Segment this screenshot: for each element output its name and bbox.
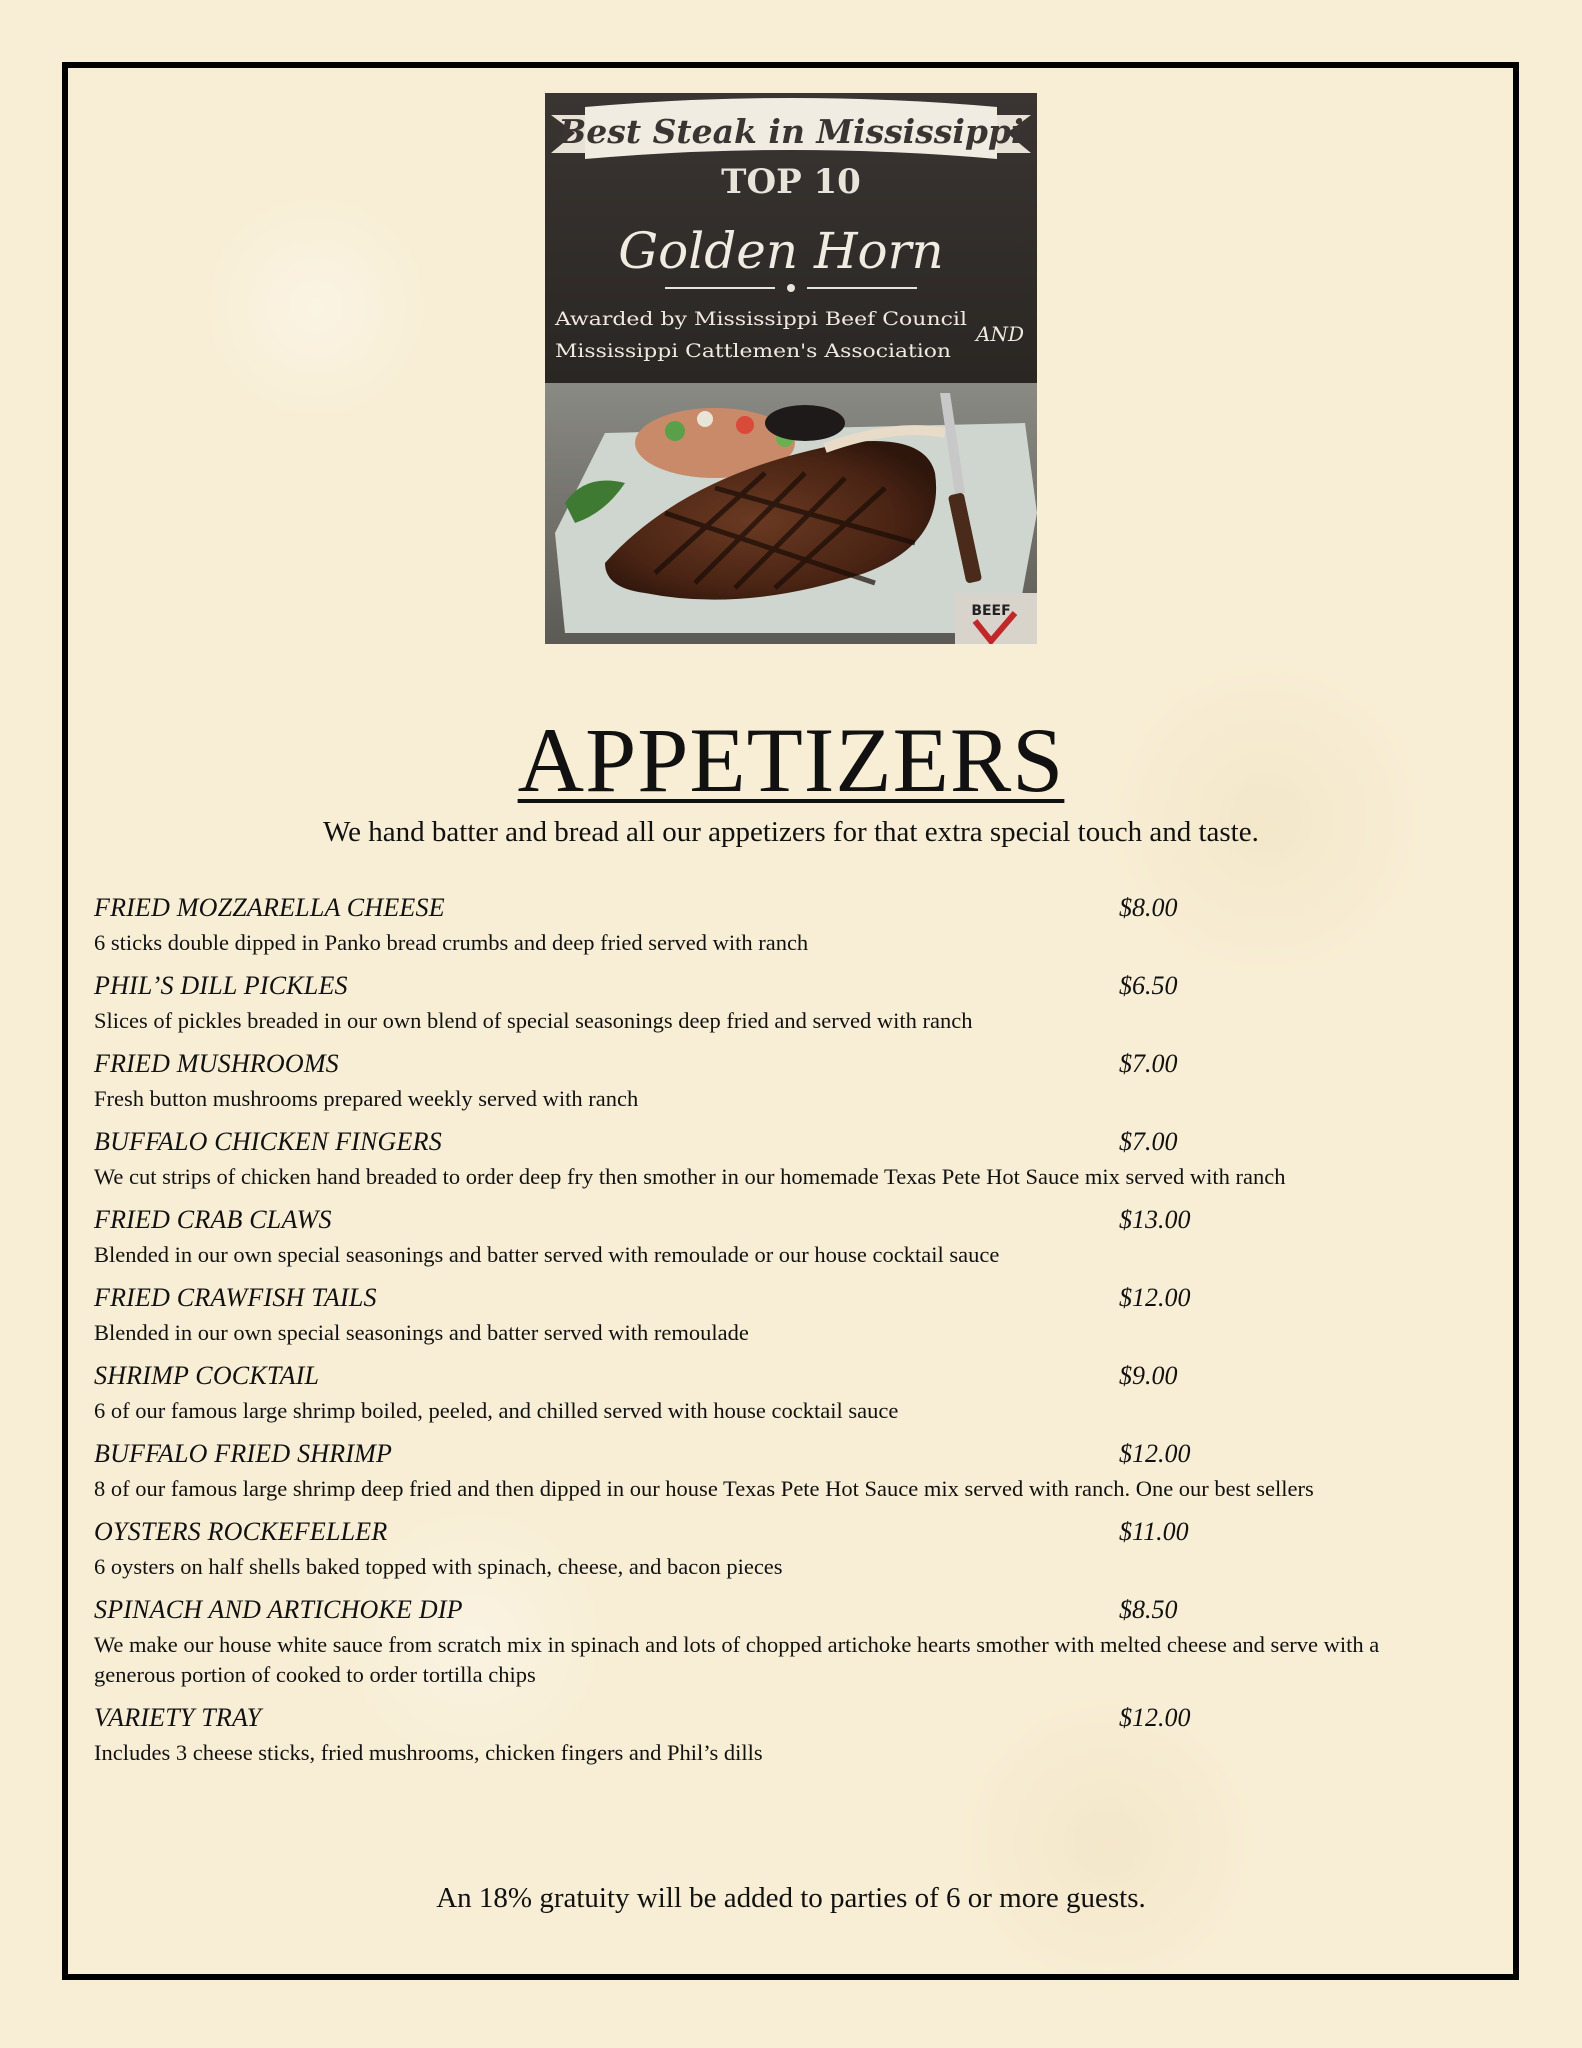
section-heading-container (0, 708, 1582, 812)
menu-item (94, 1122, 1474, 1200)
gratuity-note: An 18% gratuity will be added to parties of 6 or more guests. (436, 1882, 1146, 1914)
menu-item-header (94, 1356, 1474, 1396)
menu-item-header (94, 888, 1474, 928)
menu-item-name: BUFFALO FRIED SHRIMP (94, 1439, 393, 1468)
menu-item-description: Blended in our own special seasonings and batter served with remoulade (94, 1320, 749, 1345)
menu-item-description: 6 of our famous large shrimp boiled, peeled, and chilled served with house cocktail sauce (94, 1398, 899, 1423)
menu-item-description: 6 sticks double dipped in Panko bread crumbs and deep fried served with ranch (94, 930, 809, 955)
poster-logo-text: BEEF (971, 603, 1011, 619)
menu-item-price: $12.00 (1119, 1703, 1191, 1732)
menu-item-header (94, 966, 1474, 1006)
menu-item-price: $7.00 (1119, 1049, 1178, 1078)
menu-item (94, 1200, 1474, 1278)
menu-item-description: We make our house white sauce from scratch mix in spinach and lots of chopped artichoke hearts smother with melted cheese and serve with a generous portion of cooked to order tortilla chips (94, 1632, 1380, 1687)
award-poster-image (545, 93, 1037, 644)
menu-item-name: OYSTERS ROCKEFELLER (94, 1517, 388, 1546)
menu-item-price: $12.00 (1119, 1439, 1191, 1468)
menu-item-name: FRIED MOZZARELLA CHEESE (94, 893, 445, 922)
menu-item-price: $8.00 (1119, 893, 1178, 922)
menu-item-name: FRIED CRAWFISH TAILS (94, 1283, 377, 1312)
menu-item (94, 1434, 1474, 1512)
menu-item-description: Fresh button mushrooms prepared weekly served with ranch (94, 1086, 639, 1111)
menu-item-price: $11.00 (1119, 1517, 1189, 1546)
menu-item-header (94, 1512, 1474, 1552)
menu-item (94, 1356, 1474, 1434)
menu-item-price: $8.50 (1119, 1595, 1178, 1624)
menu-item-header (94, 1278, 1474, 1318)
menu-item-header (94, 1044, 1474, 1084)
menu-item-description: Includes 3 cheese sticks, fried mushrooms, chicken fingers and Phil’s dills (94, 1740, 763, 1765)
menu-item (94, 1278, 1474, 1356)
poster-award-name: Golden Horn (618, 222, 944, 280)
menu-item-price: $9.00 (1119, 1361, 1178, 1390)
intro-text: We hand batter and bread all our appetizers for that extra special touch and taste. (323, 816, 1259, 848)
menu-item-name: PHIL’S DILL PICKLES (94, 971, 348, 1000)
menu-item-name: BUFFALO CHICKEN FINGERS (94, 1127, 442, 1156)
poster-awarded-and: AND (976, 322, 1024, 346)
menu-item-name: FRIED CRAB CLAWS (94, 1205, 332, 1234)
menu-item-header (94, 1200, 1474, 1240)
menu-item-price: $6.50 (1119, 971, 1178, 1000)
menu-item (94, 1044, 1474, 1122)
menu-item (94, 966, 1474, 1044)
menu-item-name: VARIETY TRAY (94, 1703, 262, 1732)
menu-item-header (94, 1434, 1474, 1474)
menu-item-name: SPINACH AND ARTICHOKE DIP (94, 1595, 463, 1624)
poster-banner-text: Best Steak in Mississippi (558, 112, 1024, 151)
menu-items-list (94, 888, 1474, 1776)
menu-item (94, 1698, 1474, 1776)
menu-item (94, 1590, 1474, 1698)
menu-item (94, 1512, 1474, 1590)
menu-item-description: We cut strips of chicken hand breaded to order deep fry then smother in our homemade Texas Pete Hot Sauce mix served with ranch (94, 1164, 1286, 1189)
menu-item-description: 6 oysters on half shells baked topped with spinach, cheese, and bacon pieces (94, 1554, 783, 1579)
menu-item-price: $13.00 (1119, 1205, 1191, 1234)
section-heading: APPETIZERS (517, 709, 1065, 811)
menu-item-header (94, 1590, 1474, 1630)
menu-item-description: 8 of our famous large shrimp deep fried and then dipped in our house Texas Pete Hot Sauce mix served with ranch. One our best sellers (94, 1476, 1314, 1501)
menu-item-price: $12.00 (1119, 1283, 1191, 1312)
menu-item-name: SHRIMP COCKTAIL (94, 1361, 320, 1390)
menu-item-price: $7.00 (1119, 1127, 1178, 1156)
menu-item-header (94, 1698, 1474, 1738)
menu-item-description: Slices of pickles breaded in our own blend of special seasonings deep fried and served with ranch (94, 1008, 973, 1033)
menu-item (94, 888, 1474, 966)
menu-item-header (94, 1122, 1474, 1162)
poster-awarded-line2: Mississippi Cattlemen's Association (555, 340, 951, 362)
poster-top-text: TOP 10 (721, 162, 861, 202)
menu-item-description: Blended in our own special seasonings and batter served with remoulade or our house cocktail sauce (94, 1242, 1000, 1267)
poster-awarded-line1: Awarded by Mississippi Beef Council (553, 308, 967, 330)
menu-item-name: FRIED MUSHROOMS (94, 1049, 339, 1078)
